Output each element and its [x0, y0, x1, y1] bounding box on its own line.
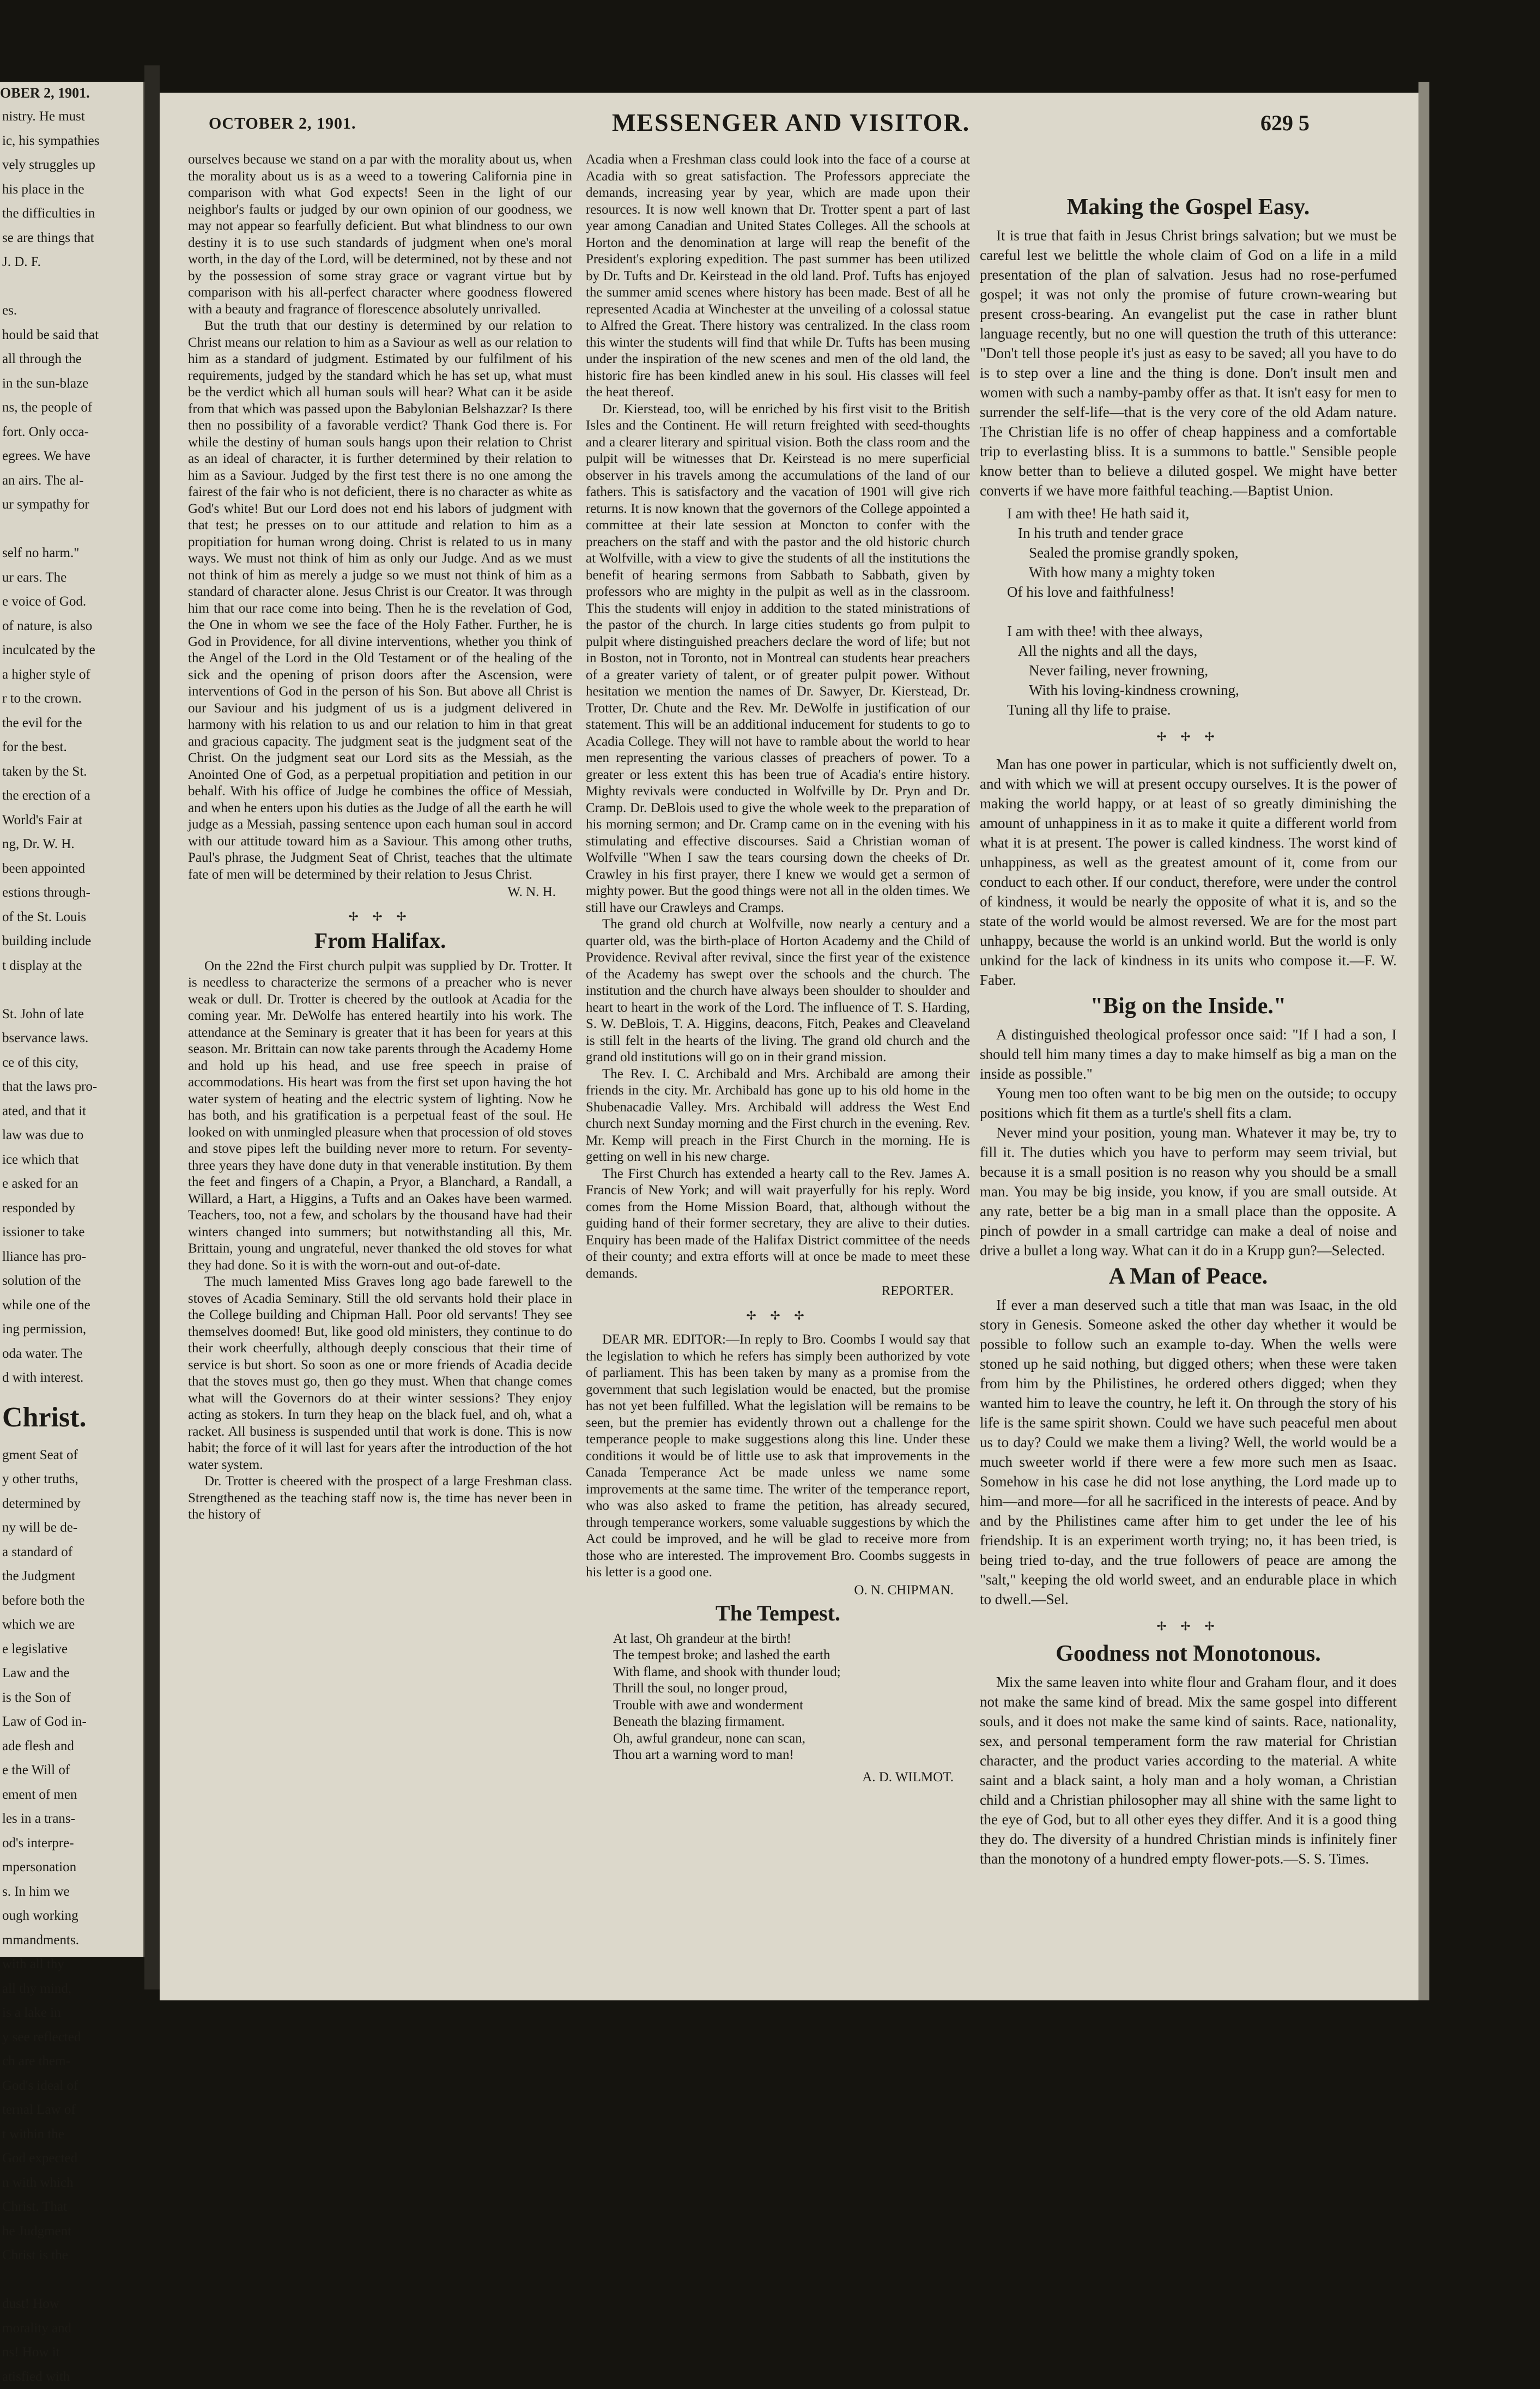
article-title: A Man of Peace.: [980, 1267, 1397, 1286]
poem-line: With his loving-kindness crowning,: [1007, 680, 1397, 700]
adjacent-page-line: oda water. The: [0, 1342, 143, 1366]
adjacent-page-title: Christ.: [2, 1401, 143, 1434]
poem-line: I am with thee! He hath said it,: [1007, 504, 1397, 523]
article-paragraph: The much lamented Miss Graves long ago bade farewell to the stoves of Acadia Seminary. Still the old servants hold their place in the College building and Chipman Hall. Poor old servants! They see themselves doomed! But, like good old ministers, they continue to do their work cheerfully, although deeply conscious that their time of service is but short. So soon as one or more friends of Acadia decide that the stoves must go, then go they must. When that change comes what will the Governors do at their winter sessions? They enjoy acting as stokers. In turn they heap on the black fuel, and oh, what a racket. All business is suspended until that work is done. This is now habit; the force of it will last for years after the introduction of the hot water system.: [188, 1274, 572, 1473]
article-paragraph: Dr. Kierstead, too, will be enriched by his first visit to the British Isles and the Continent. He will return freighted with seed-thoughts and a clearer literary and spiritual vision. Both the class room and the pulpit will be witnesses that Dr. Keirstead is no mere superficial observer in his travels among the accumulations of the land of our fathers. This is satisfactory and the vacation of 1901 will give rich returns. It is now known that the governors of the College appointed a committee at their late session at Moncton to confer with the preachers on the staff and with the pastor and the old historic church at Wolfville, with a view to give the students of all the institutions the benefit of hearing sermons from Sabbath to Sabbath, given by professors who are mighty in the pulpit as well as in the classroom. This the students will enjoy in addition to the stated ministrations of the pastor of the church. In large cities students go from pulpit to pulpit where distinguished preachers declare the word of life; but not in Boston, not in Toronto, not in Montreal can students hear preachers of a greater variety of talent, or of greater pulpit power. Without hesitation we mention the names of Dr. Sawyer, Dr. Kierstead, Dr. Trotter, Dr. Chute and the Rev. Mr. DeWolfe in justification of our statement. This will be an additional inducement for students to go to Acadia College. They will not have to ramble about the world to hear men representing the various classes of preachers of power. To a greater or less extent this has been true of Acadia's entire history. Mighty revivals were conducted in Wolfville by Dr. Pryn and Dr. Cramp. Dr. DeBlois used to give the whole week to the preparation of his morning sermon; and Dr. Cramp came on in the evening with his stimulating and effective discourses. Said a Christian woman of Wolfville "When I saw the tears coursing down the cheeks of Dr. Crawley in his first prayer, there I knew we would get a sermon of mighty power. But the good things were not all in the olden times. We still have our Crawleys and Cramps.: [586, 401, 970, 917]
poem-line: [1007, 602, 1397, 621]
poem-line: All the nights and all the days,: [1007, 641, 1397, 661]
adjacent-page-line: issioner to take: [0, 1220, 143, 1245]
adjacent-page-line: ade flesh and: [0, 1734, 143, 1759]
adjacent-page-line: mmandments.: [0, 1928, 143, 1953]
adjacent-page-lines-top: [0, 105, 143, 1390]
header-title: MESSENGER AND VISITOR.: [612, 108, 970, 137]
binding-gutter: [144, 65, 160, 1989]
adjacent-page-line: the difficulties in: [0, 202, 143, 226]
poem-line: The tempest broke; and lashed the earth: [613, 1647, 970, 1664]
adjacent-page-line: is a lake in: [0, 2001, 143, 2025]
adjacent-page-line: atisfied with: [0, 2365, 143, 2389]
adjacent-page-line: in the sun-blaze: [0, 372, 143, 396]
adjacent-page-line: hould be said that: [0, 323, 143, 348]
adjacent-page-line: e legislative: [0, 1637, 143, 1662]
adjacent-page-line: ic, his sympathies: [0, 129, 143, 154]
adjacent-page-line: d with interest.: [0, 1366, 143, 1390]
adjacent-page-line: law was due to: [0, 1123, 143, 1148]
adjacent-page-line: lliance has pro-: [0, 1245, 143, 1269]
adjacent-page-line: ng, Dr. W. H.: [0, 832, 143, 857]
adjacent-page-line: ement of men: [0, 1783, 143, 1807]
adjacent-page-lines-bottom: [0, 1443, 143, 2389]
adjacent-page-line: ce of this city,: [0, 1051, 143, 1075]
article-signature: REPORTER.: [586, 1283, 970, 1300]
adjacent-page-line: of nature, is also: [0, 614, 143, 639]
poem-i-am-with-thee: [980, 504, 1397, 719]
adjacent-page-line: an airs. The al-: [0, 469, 143, 493]
article-paragraph: The First Church has extended a hearty call to the Rev. James A. Francis of New York; and will wait prayerfully for his reply. Word comes from the Home Mission Board, that, although without the guiding hand of their former secretary, they are alive to their duties. Enquiry has been made of the Halifax District committee of the needs of their county; and extra efforts will at once be made to meet these demands.: [586, 1166, 970, 1283]
adjacent-page-line: Law and the: [0, 1661, 143, 1686]
adjacent-page-line: fort. Only occa-: [0, 420, 143, 445]
adjacent-page-line: e the Will of: [0, 1758, 143, 1783]
adjacent-page-line: God's ideal of: [0, 2074, 143, 2098]
poem-line: Sealed the promise grandly spoken,: [1007, 543, 1397, 563]
poem-line: With flame, and shook with thunder loud;: [613, 1664, 970, 1681]
adjacent-page-line: World's Fair at: [0, 808, 143, 833]
adjacent-page-line: a higher style of: [0, 663, 143, 687]
adjacent-page-line: the evil for the: [0, 711, 143, 736]
adjacent-page-line: building include: [0, 929, 143, 954]
adjacent-page-line: determined by: [0, 1492, 143, 1516]
adjacent-page-line: s. In him we: [0, 1880, 143, 1904]
adjacent-page-line: all thy mind,: [0, 1977, 143, 2001]
adjacent-page-line: t display at the: [0, 954, 143, 978]
section-separator: ✢ ✢ ✢: [188, 909, 572, 926]
poem-signature: A. D. WILMOT.: [586, 1769, 970, 1786]
article-paragraph: Never mind your position, young man. Whatever it may be, try to fill it. The duties which you have to perform may seem trivial, but because it is a small position is no reason why you should be a small man. You may be big inside, you know, if you are small outside. At any rate, better be a big man in a small place than the opposite. A pinch of powder in a small cartridge can make a deal of noise and drive a bullet a long way. What can it do in a Krupp gun?—Selected.: [980, 1123, 1397, 1260]
adjacent-page-line: ing permission,: [0, 1317, 143, 1342]
column-2: [586, 152, 970, 1950]
adjacent-page-line: J. D. F.: [0, 250, 143, 275]
adjacent-page-line: bservance laws.: [0, 1026, 143, 1051]
adjacent-page-line: ur ears. The: [0, 566, 143, 590]
adjacent-page-line: od's interpre-: [0, 1831, 143, 1856]
article-paragraph: The grand old church at Wolfville, now nearly a century and a quarter old, was the birth-place of Horton Academy and the Child of Providence. Revival after revival, since the first year of the existence of the Academy has swept over the schools and the church. The institution and the church have always been shoulder to shoulder and heart to heart in the work of the Lord. The influence of T. S. Harding, S. W. DeBlois, T. A. Higgins, deacons, Fitch, Peakes and Cleaveland is still felt in the hearts of the living. The grand old church and the grand old institutions will go on in their grand mission.: [586, 916, 970, 1066]
adjacent-page-line: the erection of a: [0, 784, 143, 808]
adjacent-page-line: t within the: [0, 2122, 143, 2147]
poem-line: I am with thee! with thee always,: [1007, 621, 1397, 641]
newspaper-page: [160, 93, 1418, 2000]
column-3: [980, 191, 1397, 1989]
adjacent-page-line: self no harm.": [0, 541, 143, 566]
poem-line: Trouble with awe and wonderment: [613, 1697, 970, 1714]
poem-tempest: [586, 1631, 970, 1764]
adjacent-page-line: Law of God in-: [0, 1710, 143, 1734]
adjacent-page-line: ns, the people of: [0, 396, 143, 420]
article-paragraph: Man has one power in particular, which is not sufficiently dwelt on, and with which we will at present occupy ourselves. It is the power of making the world happy, or at least of so greatly diminishing the amount of unhappiness in it as to make it quite a different world from what it is at present. The power is called kindness. The worst kind of unhappiness, as well as the greatest amount of it, come from our conduct to each other. If our conduct, therefore, were under the control of kindness, it would be nearly the opposite of what it is, and so the state of the world would be almost reversed. We are for the most part unhappy, because the world is an unkind world. But the world is only unkind for the lack of kindness in its units who compose it.—F. W. Faber.: [980, 754, 1397, 990]
section-separator: ✢ ✢ ✢: [980, 727, 1397, 747]
adjacent-page-line: ur sympathy for: [0, 493, 143, 517]
poem-line: Thou art a warning word to man!: [613, 1747, 970, 1764]
adjacent-page-line: responded by: [0, 1196, 143, 1221]
adjacent-page-line: that the laws pro-: [0, 1075, 143, 1099]
article-paragraph: Mix the same leaven into white flour and Graham flour, and it does not make the same kind of bread. Mix the same gospel into different souls, and it does not make the same kind of saints. Race, nationality, sex, and personal temperament form the raw material for Christian character, and the product varies according to the material. A white saint and a black saint, a holy man and a holy woman, a Christian child and a Christian philosopher may all shine with the same light to the eye of God, but to all other eyes they differ. And it is a good thing they do. The diversity of a hundred Christian minds is infinitely finer than the monotony of a hundred empty flower-pots.—S. S. Times.: [980, 1672, 1397, 1868]
adjacent-page-line: es.: [0, 299, 143, 323]
article-paragraph: ourselves because we stand on a par with the morality about us, when the morality about us is as a weed to a towering California pine in comparison with what God expects! Seen in the light of our neighbor's faults or judged by our own opinion of our goodness, we may not appear so fearfully deficient. But what blindness to our own destiny it is to use such standards of judgment when one's moral worth, in the day of the Lord, will be determined, not by these and not by the possession of some stray grace or vagrant virtue but by comparison with his all-perfect character where goodness flowered with a beauty and fragrance of florescence absolutely unrivalled.: [188, 152, 572, 318]
article-paragraph: A distinguished theological professor once said: "If I had a son, I should tell him many times a day to make himself as big a man on the inside as possible.": [980, 1025, 1397, 1084]
adjacent-page-line: [0, 517, 143, 542]
adjacent-page-line: ch are them-: [0, 2049, 143, 2074]
adjacent-page-header: OBER 2, 1901.: [0, 85, 143, 101]
adjacent-page-fragment: [0, 82, 144, 1957]
article-title: From Halifax.: [188, 933, 572, 949]
article-paragraph: Young men too often want to be big men on the outside; to occupy positions which fit them as a turtle's shell fits a clam.: [980, 1084, 1397, 1123]
adjacent-page-line: [0, 978, 143, 1002]
adjacent-page-line: ternal Law of: [0, 2098, 143, 2122]
poem-line: With how many a mighty token: [1007, 563, 1397, 582]
adjacent-page-line: dust! How: [0, 2292, 143, 2317]
poem-line: Tuning all thy life to praise.: [1007, 700, 1397, 719]
adjacent-page-line: e voice of God.: [0, 590, 143, 614]
adjacent-page-line: of the St. Louis: [0, 905, 143, 930]
adjacent-page-line: mpersonation: [0, 1855, 143, 1880]
poem-title: The Tempest.: [586, 1605, 970, 1622]
adjacent-page-line: God expected: [0, 2146, 143, 2171]
adjacent-page-line: egrees. We have: [0, 444, 143, 469]
article-signature: W. N. H.: [188, 884, 572, 901]
article-title: Making the Gospel Easy.: [980, 197, 1397, 217]
poem-line: Thrill the soul, no longer proud,: [613, 1680, 970, 1697]
article-paragraph: The Rev. I. C. Archibald and Mrs. Archibald are among their friends in the city. Mr. Archibald has gone up to his old home in the Shubenacadie Valley. Mrs. Archibald will address the West End church next Sunday morning and the First church in the evening. Rev. Mr. Kemp will preach in the First Church in the morning. He is getting on well in his new charge.: [586, 1066, 970, 1166]
adjacent-page-line: les in a trans-: [0, 1807, 143, 1831]
section-separator: ✢ ✢ ✢: [586, 1308, 970, 1324]
adjacent-page-line: which we are: [0, 1613, 143, 1637]
poem-line: In his truth and tender grace: [1007, 523, 1397, 543]
adjacent-page-line: estions through-: [0, 881, 143, 905]
column-1: [188, 152, 572, 1950]
adjacent-page-line: the Judgment: [0, 1564, 143, 1589]
adjacent-page-line: ny will be de-: [0, 1516, 143, 1540]
adjacent-page-line: y see reflected: [0, 2025, 143, 2050]
letter-paragraph: DEAR MR. EDITOR:—In reply to Bro. Coombs I would say that the legislation to which he refers has simply been authorized by vote of parliament. This has been taken by many as a promise from the government that such legislation would be enacted, but the promise has not yet been fulfilled. What the legislation will be remains to be seen, but the premier has evidently thrown out a challenge for the temperance people to make suggestions along this line. Under these conditions it would be of little use to ask that improvements in the Canada Temperance Act be made unless we name some improvements at the same time. The writer of the temperance report, who was also asked to frame the petition, has already secured, through temperance workers, some valuable suggestions by which the Act could be improved, and he will be glad to receive more from those who are interested. The improvement Bro. Coombs suggests in his letter is a good one.: [586, 1332, 970, 1581]
poem-line: Never failing, never frowning,: [1007, 661, 1397, 680]
adjacent-page-line: a standard of: [0, 1540, 143, 1565]
adjacent-page-line: is the Son of: [0, 1686, 143, 1710]
adjacent-page-line: Christ is the: [0, 2243, 143, 2268]
poem-line: At last, Oh grandeur at the birth!: [613, 1631, 970, 1648]
adjacent-page-line: his place in the: [0, 178, 143, 202]
adjacent-page-line: ough working: [0, 1904, 143, 1928]
letter-signature: O. N. CHIPMAN.: [586, 1582, 970, 1599]
header-date: OCTOBER 2, 1901.: [209, 114, 356, 133]
adjacent-page-line: e asked for an: [0, 1172, 143, 1196]
adjacent-page-line: Christ. That: [0, 2195, 143, 2219]
page-header: [160, 108, 1418, 141]
adjacent-page-line: gment Seat of: [0, 1443, 143, 1468]
article-title: "Big on the Inside.": [980, 996, 1397, 1016]
section-separator: ✢ ✢ ✢: [980, 1617, 1397, 1636]
adjacent-page-line: ice which that: [0, 1148, 143, 1172]
article-paragraph: But the truth that our destiny is determined by our relation to Christ means our relation to him as a Saviour as well as our relation to him as a standard of judgment. Estimated by our fulfilment of his requirements, judged by the standard which he has set up, what must be the verdict which all human souls will hear? What can it be aside from that which was passed upon the Babylonian Belshazzar? Is there then no possibility of a favorable verdict? Thank God there is. For while the destiny of human souls hangs upon their relation to Christ as an ideal of character, it is further determined by their relation to him as a Saviour. Judged by the first test there is no one among the fairest of the fair who is not deficient, there is no character as white as God's white! But our Lord does not end his labors of judgment with that test; he presses on to our attitude and relation to him as a propitiation for human wrong doing. Christ is related to us in many ways. We must not think of him as only our Judge. And as we must not think of him as merely a judge so we must not think of him as a standard of character alone. Jesus Christ is our Creator. It was through him that our race come into being. Then he is the revelation of God, the One in whom we see the face of the Holy Father. Further, he is God in Providence, for all divine interventions, whether you think of the Angel of the Lord in the Old Testament or of the healing of the sick and the opening of prison doors after the Ascension, were interventions of God in the person of his Son. But above all Christ is our Saviour and his judgment of us is a judgment delivered in harmony with his relation to us and our relation to him in that great and gracious capacity. The judgment seat is the judgment seat of the Christ. On the judgment seat our Lord sits as the Messiah, as the Anointed One of God, as a perpetual propitiation and petition in our behalf. With his office of Judge he combines the office of Messiah, and when he enters upon his duties as the Judge of all the earth he will judge as a Messiah, passing sentence upon each human soul in accord with our attitude toward him as a Saviour. This among other truths, Paul's phrase, the Judgment Seat of Christ, teaches that the ultimate fate of men will be determined by their relation to Jesus Christ.: [188, 318, 572, 883]
adjacent-page-line: all through the: [0, 347, 143, 372]
adjacent-page-line: been appointed: [0, 857, 143, 881]
adjacent-page-line: vely struggles up: [0, 153, 143, 178]
adjacent-page-line: solution of the: [0, 1269, 143, 1293]
adjacent-page-line: St. John of late: [0, 1002, 143, 1027]
article-paragraph: If ever a man deserved such a title that man was Isaac, in the old story in Genesis. Someone asked the other day whether it would be possible to follow such an example to-day. When the wells were stoned up he said nothing, but digged others; when these were taken from him by the Philistines, he ordered others digged; when they wanted him to leave the country, he left it. On through the story of his life is the same spirit shown. Could we have such peaceful men about us to day? Could we make them a living? Well, the world would be a much sweeter world if there were a few more such men as Isaac. Somehow in his case he did not lose anything, the Lord made up to him—and more—for all he sacrificed in the interests of peace. And by and by the Philistines came after him to get under the lee of his friendship. It is an experiment worth trying; no, it has been tried, is being tried to-day, and the true followers of peace are among the "salt," keeping the old world sweet, and an endurable place in which to dwell.—Sel.: [980, 1295, 1397, 1609]
adjacent-page-line: [0, 2268, 143, 2293]
adjacent-page-line: taken by the St.: [0, 760, 143, 784]
article-paragraph: It is true that faith in Jesus Christ brings salvation; but we must be careful lest we belittle the whole claim of God on a life in a mild presentation of the plan of salvation. Jesus had no rose-perfumed gospel; it was not only the promise of future crown-wearing but present cross-bearing. An evangelist put the case in rather blunt language recently, but no one will question the truth of this utterance: "Don't tell those people it's just as easy to be saved; all you have to do is to step over a line and the thing is done. Don't insult men and women with such a namby-pamby offer as that. It isn't easy for men to surrender the self-life—that is the very core of the old Adam nature. The Christian life is no offer of cheap happiness and a comfortable trip to everlasting bliss. It is a summons to battle." Sensible people know better than to believe a diluted gospel. We might have better converts if we have more faithful teaching.—Baptist Union.: [980, 226, 1397, 500]
adjacent-page-line: ns! How it: [0, 2340, 143, 2365]
poem-line: Of his love and faithfulness!: [1007, 582, 1397, 602]
adjacent-page-line: with all thy: [0, 1952, 143, 1977]
adjacent-page-line: y other truths,: [0, 1467, 143, 1492]
adjacent-page-line: r to the crown.: [0, 687, 143, 711]
poem-line: Oh, awful grandeur, none can scan,: [613, 1731, 970, 1747]
adjacent-page-line: before both the: [0, 1589, 143, 1613]
poem-line: Beneath the blazing firmament.: [613, 1714, 970, 1731]
adjacent-page-line: n with which: [0, 2171, 143, 2196]
article-paragraph: Acadia when a Freshman class could look into the face of a course at Acadia with so great satisfaction. The Professors appreciate the demands, increasing year by year, which are made upon their resources. It is now well known that Dr. Trotter spent a part of last year among Canadian and United States Colleges. All the schools at Horton and the denomination at large will reap the benefit of the President's exploring expedition. The past summer has been utilized by Dr. Tufts and Dr. Keirstead in the old land. Prof. Tufts has enjoyed the summer amid scenes where history has been made. Best of all he represented Acadia at Winchester at the unveiling of a colossal statue to Alfred the Great. There history was centralized. In the class room this winter the students will find that while Dr. Tufts has been musing under the inspiration of the new scenes and men of the old land, the historic fire has been kindled anew in his soul. His classes will feel the heat thereof.: [586, 152, 970, 401]
adjacent-page-line: morality and: [0, 2317, 143, 2341]
adjacent-page-line: [0, 275, 143, 299]
adjacent-page-line: while one of the: [0, 1293, 143, 1318]
adjacent-page-line: inculcated by the: [0, 638, 143, 663]
header-page-number: 629 5: [1260, 110, 1309, 136]
article-paragraph: On the 22nd the First church pulpit was supplied by Dr. Trotter. It is needless to characterize the sermons of a preacher who is never weak or dull. Dr. Trotter is cheered by the outlook at Acadia for the coming year. Mr. DeWolfe has entered heartily into his work. The attendance at the Seminary is greater that it has been for years at this season. Mr. Brittain can now take parents through the Academy Home and hold up his head, and use free speech in praise of accommodations. His heart was from the first set upon having the hot water system of heating and the electric system of lighting. Now he has both, and his gratification is a perpetual feast of the soul. He looked on with unmingled pleasure when that procession of old stoves and stove pipes left the building never more to return. For seventy-three years they have done duty in that venerable institution. By them the feet and fingers of a Chapin, a Pryor, a Blanchard, a Randall, a Willard, a Hart, a Higgins, a Tufts and an Oakes have been warmed. Teachers, too, not a few, and scholars by the thousand have had their winters changed into summers; but notwithstanding all this, Mr. Brittain, young and ungrateful, never thanked the old stoves for what they had done. So it is with the worn-out and out-of-date.: [188, 958, 572, 1274]
adjacent-page-line: ated, and that it: [0, 1099, 143, 1124]
adjacent-page-line: nistry. He must: [0, 105, 143, 129]
adjacent-page-line: se are things that: [0, 226, 143, 251]
adjacent-page-line: for the best.: [0, 735, 143, 760]
adjacent-page-line: he Judgment: [0, 2219, 143, 2244]
page-edge: [1418, 82, 1429, 2000]
article-title: Goodness not Monotonous.: [980, 1644, 1397, 1664]
article-paragraph: Dr. Trotter is cheered with the prospect of a large Freshman class. Strengthened as the teaching staff now is, the time has never been in the history of: [188, 1473, 572, 1523]
